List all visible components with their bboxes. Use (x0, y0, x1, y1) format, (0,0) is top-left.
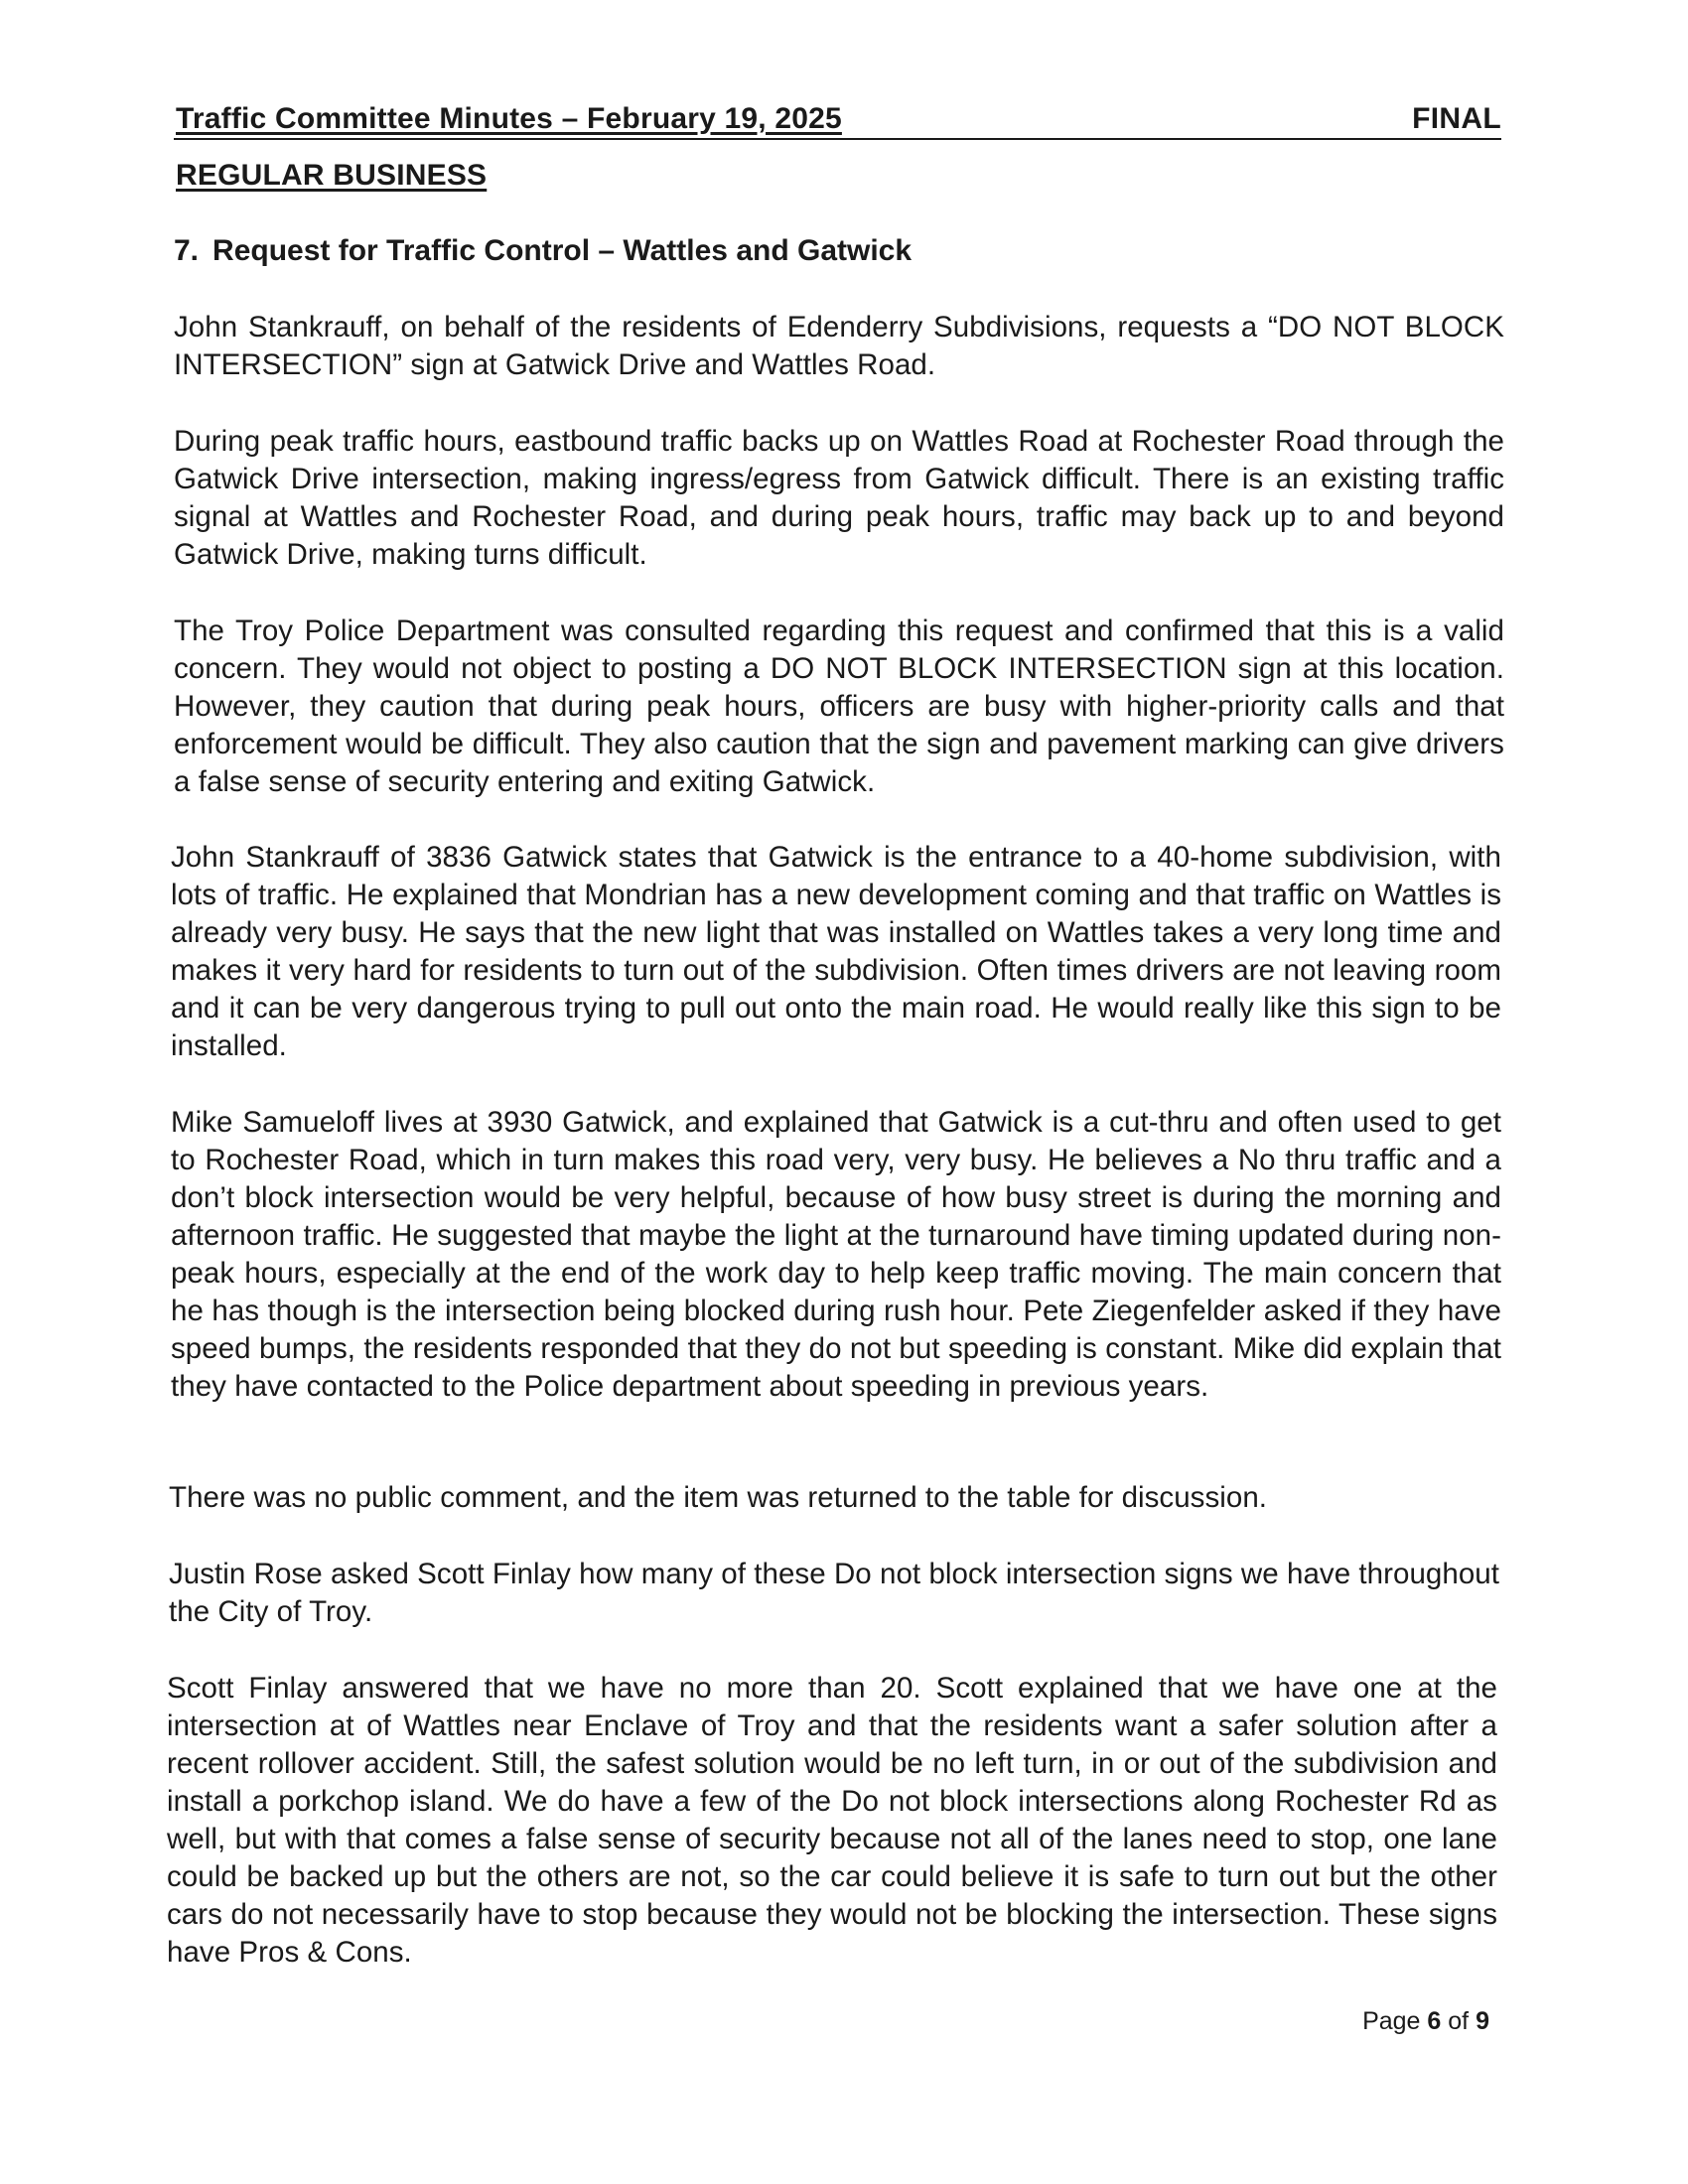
item-heading (174, 234, 912, 268)
paragraph-request: John Stankrauff, on behalf of the residents of Edenderry Subdivisions, requests a “DO NOT BLOCK INTERSECTION” sign at Gatwick Drive and Wattles Road. (174, 311, 1504, 381)
paragraph-rose: Justin Rose asked Scott Finlay how many of these Do not block intersection signs we have throughout the City of Troy. (169, 1558, 1499, 1628)
paragraph-police: The Troy Police Department was consulted regarding this request and confirmed that this is a valid concern. They would not object to posting a DO NOT BLOCK INTERSECTION sign at this location. However, they caution that during peak hours, officers are busy with higher-priority calls and that enforcement would be difficult. They also caution that the sign and pavement marking can give drivers a false sense of security entering and exiting Gatwick. (174, 614, 1504, 798)
paragraph-background: During peak traffic hours, eastbound traffic backs up on Wattles Road at Rochester Road through the Gatwick Drive intersection, making ingress/egress from Gatwick difficult. There is an existing traffic signal at Wattles and Rochester Road, and during peak hours, traffic may back up to and beyond Gatwick Drive, making turns difficult. (174, 425, 1504, 571)
paragraph-stankrauff: John Stankrauff of 3836 Gatwick states that Gatwick is the entrance to a 40-home subdivision, with lots of traffic. He explained that Mondrian has a new development coming and that traffic on Wattles is already very busy. He says that the new light that was installed on Wattles takes a very long time and makes it very hard for residents to turn out of the subdivision. Often times drivers are not leaving room and it can be very dangerous trying to pull out onto the main road. He would really like this sign to be installed. (171, 841, 1501, 1062)
page-header (174, 102, 1501, 140)
page-number: Page 6 of 9 (1362, 2007, 1489, 2035)
paragraph-samueloff: Mike Samueloff lives at 3930 Gatwick, and explained that Gatwick is a cut-thru and often used to get to Rochester Road, which in turn makes this road very, very busy. He believes a No thru traffic and a don’t block intersection would be very helpful, because of how busy street is during the morning and afternoon traffic. He suggested that maybe the light at the turnaround have timing updated during non-peak hours, especially at the end of the work day to help keep traffic moving. The main concern that he has though is the intersection being blocked during rush hour. Pete Ziegenfelder asked if they have speed bumps, the residents responded that they do not but speeding is constant. Mike did explain that they have contacted to the Police department about speeding in previous years. (171, 1106, 1501, 1403)
section-title: REGULAR BUSINESS (176, 159, 488, 192)
paragraph-finlay: Scott Finlay answered that we have no more than 20. Scott explained that we have one at the intersection at of Wattles near Enclave of Troy and that the residents want a safer solution after a recent rollover accident. Still, the safest solution would be no left turn, in or out of the subdivision and install a porkchop island. We do have a few of the Do not block intersections along Rochester Rd as well, but with that comes a false sense of security because not all of the lanes need to stop, one lane could be backed up but the others are not, so the car could believe it is safe to turn out but the other cars do not necessarily have to stop because they would not be blocking the intersection. These signs have Pros & Cons. (167, 1672, 1497, 1969)
paragraph-public-comment: There was no public comment, and the item was returned to the table for discussion. (169, 1481, 1268, 1514)
document-status: FINAL (1412, 102, 1501, 135)
item-title: Request for Traffic Control – Wattles and Gatwick (212, 234, 913, 267)
document-title: Traffic Committee Minutes – February 19, 2025 (176, 102, 842, 135)
item-number: 7. (174, 234, 200, 267)
